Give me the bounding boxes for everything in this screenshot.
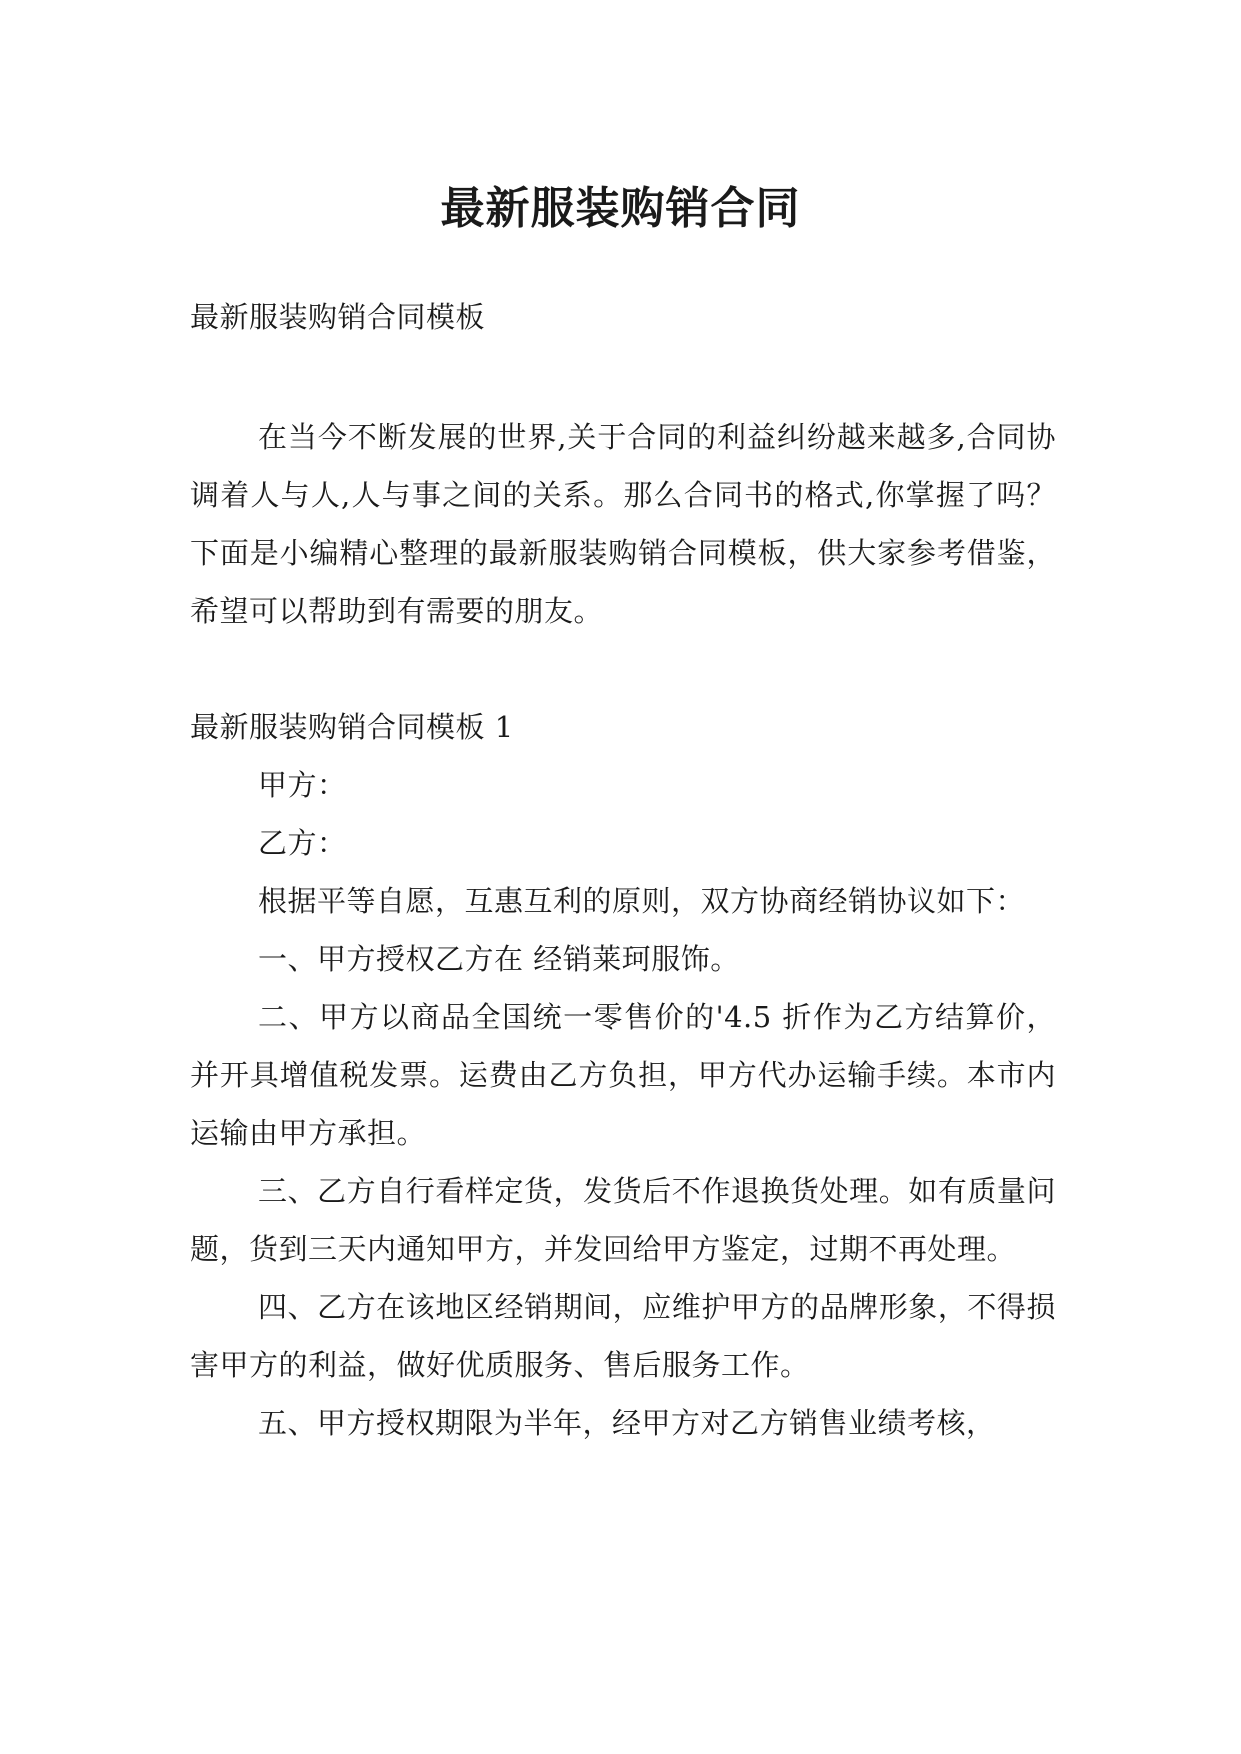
clause-paragraph: 五、甲方授权期限为半年，经甲方对乙方销售业绩考核， bbox=[258, 1406, 996, 1440]
clause-paragraph: 二、甲方以商品全国统一零售价的'4.5 折作为乙方结算价，并开具增值税发票。运费由乙方负担，甲方代办运输手续。本市内运输由甲方承担。 bbox=[190, 1000, 1056, 1150]
party-a-line: 甲方： bbox=[258, 768, 347, 802]
spacer bbox=[190, 640, 1056, 698]
document-body bbox=[190, 288, 1056, 1452]
party-b-line: 乙方： bbox=[258, 826, 347, 860]
document-subtitle: 最新服装购销合同模板 bbox=[190, 300, 486, 334]
intro-paragraph: 在当今不断发展的世界,关于合同的利益纠纷越来越多,合同协调着人与人,人与事之间的关系。那么合同书的格式,你掌握了吗？下面是小编精心整理的最新服装购销合同模板，供大家参考借鉴，希望可以帮助到有需要的朋友。 bbox=[190, 420, 1056, 628]
preamble-paragraph: 根据平等自愿，互惠互利的原则，双方协商经销协议如下： bbox=[258, 884, 1026, 918]
document-title: 最新服装购销合同 bbox=[440, 183, 801, 235]
clause-paragraph: 三、乙方自行看样定货，发货后不作退换货处理。如有质量问题，货到三天内通知甲方，并发回给甲方鉴定，过期不再处理。 bbox=[190, 1174, 1056, 1266]
clause-paragraph: 四、乙方在该地区经销期间，应维护甲方的品牌形象，不得损害甲方的利益，做好优质服务、售后服务工作。 bbox=[190, 1290, 1056, 1382]
spacer bbox=[190, 346, 1056, 408]
clause-paragraph: 一、甲方授权乙方在 经销莱珂服饰。 bbox=[258, 942, 740, 976]
section-heading: 最新服装购销合同模板 1 bbox=[190, 710, 514, 744]
